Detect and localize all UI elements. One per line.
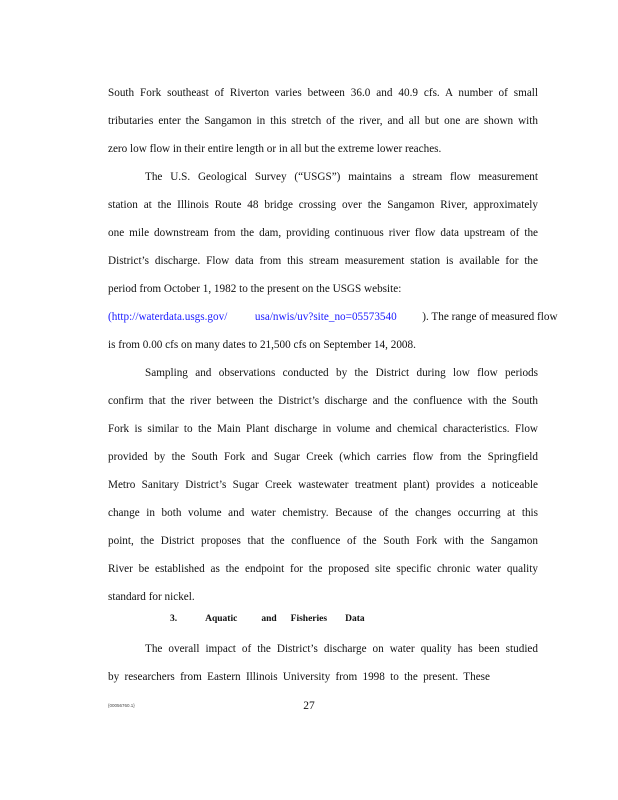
page-number: 27: [303, 700, 315, 712]
body-line: standard for nickel.: [108, 591, 195, 603]
body-line: River be established as the endpoint for the proposed site specific chronic water quality: [108, 563, 538, 575]
heading-word: Aquatic: [205, 614, 238, 624]
body-line: zero low flow in their entire length or in all but the extreme lower reaches.: [108, 143, 442, 155]
heading-number: 3.: [170, 614, 178, 624]
body-line: Metro Sanitary District’s Sugar Creek wastewater treatment plant) provides a noticeable: [108, 479, 538, 491]
heading-word: Data: [345, 614, 365, 624]
body-line: Fork is similar to the Main Plant discharge in volume and chemical characteristics. Flow: [108, 423, 538, 435]
section-heading: [170, 614, 365, 624]
body-line: South Fork southeast of Riverton varies between 36.0 and 40.9 cfs. A number of small: [108, 87, 538, 99]
body-line: The overall impact of the District’s discharge on water quality has been studied: [145, 643, 538, 655]
heading-word: Fisheries: [290, 614, 328, 624]
url-line: [108, 310, 558, 324]
body-line: District’s discharge. Flow data from this stream measurement station is available for the: [108, 255, 538, 267]
url-line-text: ). The range of measured flow: [422, 311, 558, 323]
body-line: The U.S. Geological Survey (“USGS”) maintains a stream flow measurement: [145, 171, 538, 183]
body-line: by researchers from Eastern Illinois University from 1998 to the present. These: [108, 671, 490, 683]
body-line: change in both volume and water chemistry. Because of the changes occurring at this: [108, 507, 538, 519]
usgs-link-part1[interactable]: (http://waterdata.usgs.gov/: [108, 311, 228, 323]
heading-word: and: [261, 614, 277, 624]
body-line: confirm that the river between the District’s discharge and the confluence with the South: [108, 395, 538, 407]
body-line: station at the Illinois Route 48 bridge crossing over the Sangamon River, approximately: [108, 199, 538, 211]
document-id: {00056760.1}: [108, 703, 135, 708]
body-line: period from October 1, 1982 to the present on the USGS website:: [108, 283, 402, 295]
body-line: Sampling and observations conducted by the District during low flow periods: [145, 367, 538, 379]
usgs-link-part2[interactable]: usa/nwis/uv?site_no=05573540: [254, 311, 397, 323]
body-line: one mile downstream from the dam, providing continuous river flow data upstream of the: [108, 227, 538, 239]
body-line: tributaries enter the Sangamon in this stretch of the river, and all but one are shown with: [108, 115, 538, 127]
body-line: point, the District proposes that the confluence of the South Fork with the Sangamon: [108, 535, 538, 547]
body-line: is from 0.00 cfs on many dates to 21,500 cfs on September 14, 2008.: [108, 339, 416, 351]
body-line: provided by the South Fork and Sugar Creek (which carries flow from the Springfield: [108, 451, 538, 463]
